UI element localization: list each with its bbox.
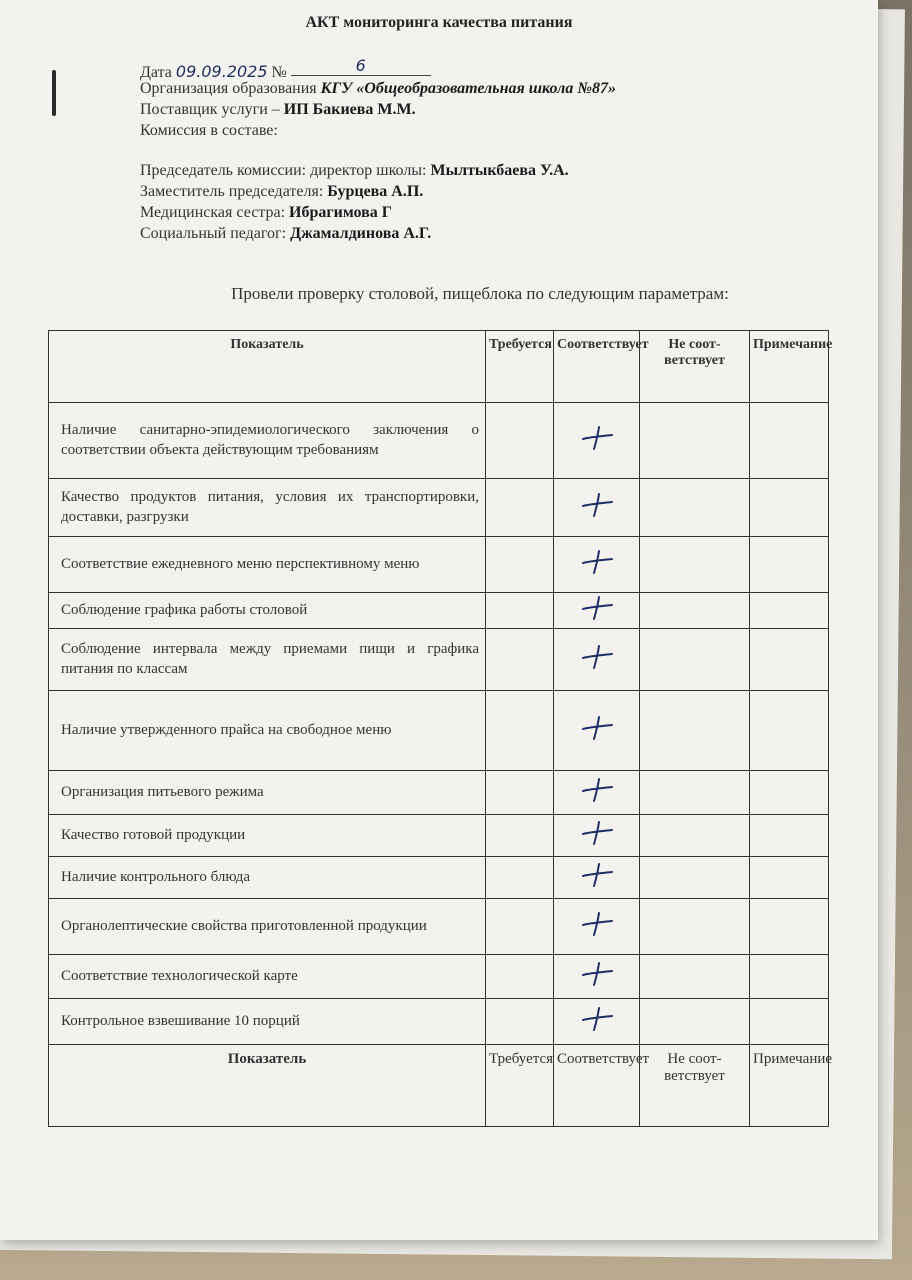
note-cell xyxy=(750,593,829,629)
org-line xyxy=(140,80,616,98)
table-row xyxy=(49,815,829,857)
complies-cell xyxy=(554,815,640,857)
indicator-cell: Наличие контрольного блюда xyxy=(49,857,486,899)
header-note: Примечание xyxy=(750,331,829,403)
not-complies-cell xyxy=(640,691,750,771)
note-cell xyxy=(750,999,829,1045)
table-row xyxy=(49,999,829,1045)
indicator-cell: Качество готовой продукции xyxy=(49,815,486,857)
note-cell xyxy=(750,629,829,691)
required-cell xyxy=(486,629,554,691)
complies-cell xyxy=(554,857,640,899)
header-complies: Соответствует xyxy=(554,331,640,403)
table-row xyxy=(49,593,829,629)
table-row xyxy=(49,857,829,899)
handwritten-plus-icon xyxy=(579,491,615,519)
note-cell xyxy=(750,691,829,771)
header-indicator: Показатель xyxy=(49,1045,486,1127)
required-cell xyxy=(486,815,554,857)
not-complies-cell xyxy=(640,955,750,999)
required-cell xyxy=(486,479,554,537)
not-complies-cell xyxy=(640,629,750,691)
deputy-label: Заместитель председателя: xyxy=(140,183,324,200)
date-value: 09.09.2025 xyxy=(175,62,268,81)
header-not-complies: Не соот-ветствует xyxy=(640,1045,750,1127)
complies-cell xyxy=(554,899,640,955)
not-complies-cell xyxy=(640,537,750,593)
handwritten-plus-icon xyxy=(579,910,615,938)
indicator-cell: Соответствие технологической карте xyxy=(49,955,486,999)
complies-cell xyxy=(554,999,640,1045)
not-complies-cell xyxy=(640,999,750,1045)
required-cell xyxy=(486,955,554,999)
handwritten-plus-icon xyxy=(579,594,615,622)
nurse-line xyxy=(140,204,392,222)
handwritten-plus-icon xyxy=(579,643,615,671)
indicator-cell: Организация питьевого режима xyxy=(49,771,486,815)
indicator-cell: Органолептические свойства приготовленной продукции xyxy=(49,899,486,955)
indicator-cell: Соблюдение графика работы столовой xyxy=(49,593,486,629)
commission-label: Комиссия в составе: xyxy=(140,122,278,139)
supplier-label: Поставщик услуги – xyxy=(140,101,280,118)
required-cell xyxy=(486,691,554,771)
date-line xyxy=(140,56,431,82)
table-row xyxy=(49,629,829,691)
complies-cell xyxy=(554,771,640,815)
complies-cell xyxy=(554,537,640,593)
handwritten-plus-icon xyxy=(579,548,615,576)
social-value: Джамалдинова А.Г. xyxy=(290,225,432,242)
table-header-row xyxy=(49,331,829,403)
complies-cell xyxy=(554,691,640,771)
complies-cell xyxy=(554,629,640,691)
chair-value: Мылтыкбаева У.А. xyxy=(430,162,569,179)
not-complies-cell xyxy=(640,815,750,857)
supplier-line xyxy=(140,101,416,119)
table-row xyxy=(49,955,829,999)
indicator-cell: Соблюдение интервала между приемами пищи и графика питания по классам xyxy=(49,629,486,691)
header-indicator: Показатель xyxy=(49,331,486,403)
handwritten-plus-icon xyxy=(579,819,615,847)
handwritten-plus-icon xyxy=(579,1005,615,1033)
inspection-table xyxy=(48,330,833,1127)
complies-cell xyxy=(554,403,640,479)
complies-cell xyxy=(554,593,640,629)
table-row xyxy=(49,691,829,771)
document-title: АКТ мониторинга качества питания xyxy=(305,14,573,31)
social-line xyxy=(140,225,431,243)
deputy-value: Бурцева А.П. xyxy=(327,183,424,200)
table-row xyxy=(49,479,829,537)
nurse-label: Медицинская сестра: xyxy=(140,204,286,221)
margin-pen-mark xyxy=(52,70,56,116)
org-value: КГУ «Общеобразовательная школа №87» xyxy=(320,80,616,97)
required-cell xyxy=(486,771,554,815)
not-complies-cell xyxy=(640,771,750,815)
handwritten-plus-icon xyxy=(579,960,615,988)
indicator-cell: Качество продуктов питания, условия их транспортировки, доставки, разгрузки xyxy=(49,479,486,537)
required-cell xyxy=(486,899,554,955)
required-cell xyxy=(486,537,554,593)
note-cell xyxy=(750,857,829,899)
not-complies-cell xyxy=(640,899,750,955)
chair-label: Председатель комиссии: директор школы: xyxy=(140,162,427,179)
indicator-cell: Наличие утвержденного прайса на свободное меню xyxy=(49,691,486,771)
table-row xyxy=(49,771,829,815)
note-cell xyxy=(750,479,829,537)
not-complies-cell xyxy=(640,857,750,899)
required-cell xyxy=(486,999,554,1045)
header-required: Требуется xyxy=(486,331,554,403)
header-complies: Соответствует xyxy=(554,1045,640,1127)
required-cell xyxy=(486,857,554,899)
lead-text: Провели проверку столовой, пищеблока по следующим параметрам: xyxy=(231,284,729,303)
number-value: 6 xyxy=(291,56,431,76)
header-required: Требуется xyxy=(486,1045,554,1127)
org-label: Организация образования xyxy=(140,80,317,97)
handwritten-plus-icon xyxy=(579,424,615,452)
not-complies-cell xyxy=(640,403,750,479)
note-cell xyxy=(750,815,829,857)
note-cell xyxy=(750,771,829,815)
handwritten-plus-icon xyxy=(579,714,615,742)
indicator-cell: Контрольное взвешивание 10 порций xyxy=(49,999,486,1045)
not-complies-cell xyxy=(640,479,750,537)
complies-cell xyxy=(554,479,640,537)
table-body xyxy=(49,403,829,1045)
chair-line xyxy=(140,162,569,180)
table-row xyxy=(49,537,829,593)
nurse-value: Ибрагимова Г xyxy=(289,204,392,221)
deputy-line xyxy=(140,183,423,201)
note-cell xyxy=(750,537,829,593)
handwritten-plus-icon xyxy=(579,861,615,889)
note-cell xyxy=(750,955,829,999)
not-complies-cell xyxy=(640,593,750,629)
required-cell xyxy=(486,593,554,629)
table-row xyxy=(49,899,829,955)
date-label: Дата xyxy=(140,64,172,81)
note-cell xyxy=(750,899,829,955)
supplier-value: ИП Бакиева М.М. xyxy=(283,101,416,118)
table-row xyxy=(49,403,829,479)
required-cell xyxy=(486,403,554,479)
complies-cell xyxy=(554,955,640,999)
handwritten-plus-icon xyxy=(579,776,615,804)
social-label: Социальный педагог: xyxy=(140,225,287,242)
header-not-complies: Не соот-ветствует xyxy=(640,331,750,403)
indicator-cell: Соответствие ежедневного меню перспективному меню xyxy=(49,537,486,593)
indicator-cell: Наличие санитарно-эпидемиологического заключения о соответствии объекта действующим требованиям xyxy=(49,403,486,479)
header-note: Примечание xyxy=(750,1045,829,1127)
number-label: № xyxy=(271,64,287,81)
table-repeat-header-row xyxy=(49,1045,829,1127)
note-cell xyxy=(750,403,829,479)
